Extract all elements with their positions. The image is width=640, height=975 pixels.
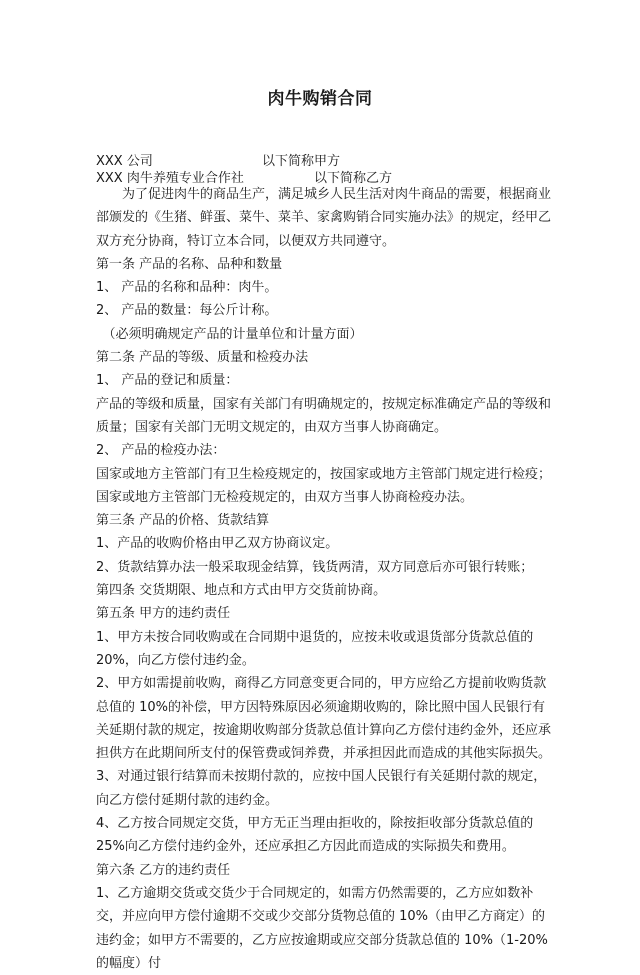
article-4-heading: 第四条 交货期限、地点和方式由甲方交货前协商。 [96,583,387,599]
article-1-note: （必须明确规定产品的计量单位和计量方面） [102,326,363,342]
article-5-item-2: 2、甲方如需提前收购，商得乙方同意变更合同的，甲方应给乙方提前收购货款总值的 10%的补偿，甲方因特殊原因必须逾期收购的，除比照中国人民银行有关延期付款的规定，按逾期收购部分货款总值计算向乙方偿付违约金外，还应承担供方在此期间所支付的保管费或饲养费，并承担因此而造成的其他实际损失。 [96,676,552,762]
buyer-name: XXX 肉牛养殖专业合作社 [96,171,244,186]
article-2-item-1: 1、 产品的登记和质量： [96,373,239,389]
article-5-item-4: 4、乙方按合同规定交货，甲方无正当理由拒收的，除按拒收部分货款总值的 25%向乙方偿付违约金外，还应承担乙方因此而造成的实际损失和费用。 [96,816,534,855]
article-1-item-2: 2、 产品的数量：每公斤计称。 [96,303,278,319]
article-6-item-1: 1、乙方逾期交货或交货少于合同规定的，如需方仍然需要的，乙方应如数补交，并应向甲方偿付逾期不交或少交部分货物总值的 10%（由甲乙方商定）的违约金；如甲方不需要的，乙方应按逾期或应交部分货款总值的 10%（1-20%的幅度）付 [96,885,548,971]
article-5-item-3: 3、对通过银行结算而未按期付款的，应按中国人民银行有关延期付款的规定，向乙方偿付延期付款的违约金。 [96,769,547,808]
article-5-item-1: 1、甲方未按合同收购或在合同期中退货的，应按未收或退货部分货款总值的 20%，向乙方偿付违约金。 [96,629,534,668]
article-3-heading: 第三条 产品的价格、货款结算 [96,513,270,529]
article-2-item-1-text: 产品的等级和质量，国家有关部门有明确规定的，按规定标准确定产品的等级和质量；国家有关部门无明文规定的，由双方当事人协商确定。 [96,396,552,435]
article-5-heading: 第五条 甲方的违约责任 [96,606,231,622]
article-2-item-2-text: 国家或地方主管部门有卫生检疫规定的，按国家或地方主管部门规定进行检疫；国家或地方主管部门无检疫规定的，由双方当事人协商检疫办法。 [96,466,552,505]
article-3-item-2: 2、货款结算办法一般采取现金结算，钱货两清，双方同意后亦可银行转账； [96,559,534,575]
article-1-heading: 第一条 产品的名称、品种和数量 [96,256,283,272]
article-1-item-1: 1、 产品的名称和品种：肉牛。 [96,280,278,296]
contract-body [96,183,556,975]
seller-name: XXX 公司 [96,154,153,169]
article-2-heading: 第二条 产品的等级、质量和检疫办法 [96,350,309,366]
seller-alias: 以下简称甲方 [262,154,341,169]
article-2-item-2: 2、 产品的检疫办法： [96,443,226,459]
intro-paragraph: 为了促进肉牛的商品生产，满足城乡人民生活对肉牛商品的需要，根据商业部颁发的《生猪、鲜蛋、菜牛、菜羊、家禽购销合同实施办法》的规定，经甲乙双方充分协商，特订立本合同，以便双方共同遵守。 [96,187,552,249]
article-3-item-1: 1、产品的收购价格由甲乙双方协商议定。 [96,536,339,552]
buyer-alias: 以下简称乙方 [314,171,393,186]
contract-title: 肉牛购销合同 [267,89,373,109]
article-6-heading: 第六条 乙方的违约责任 [96,862,231,878]
